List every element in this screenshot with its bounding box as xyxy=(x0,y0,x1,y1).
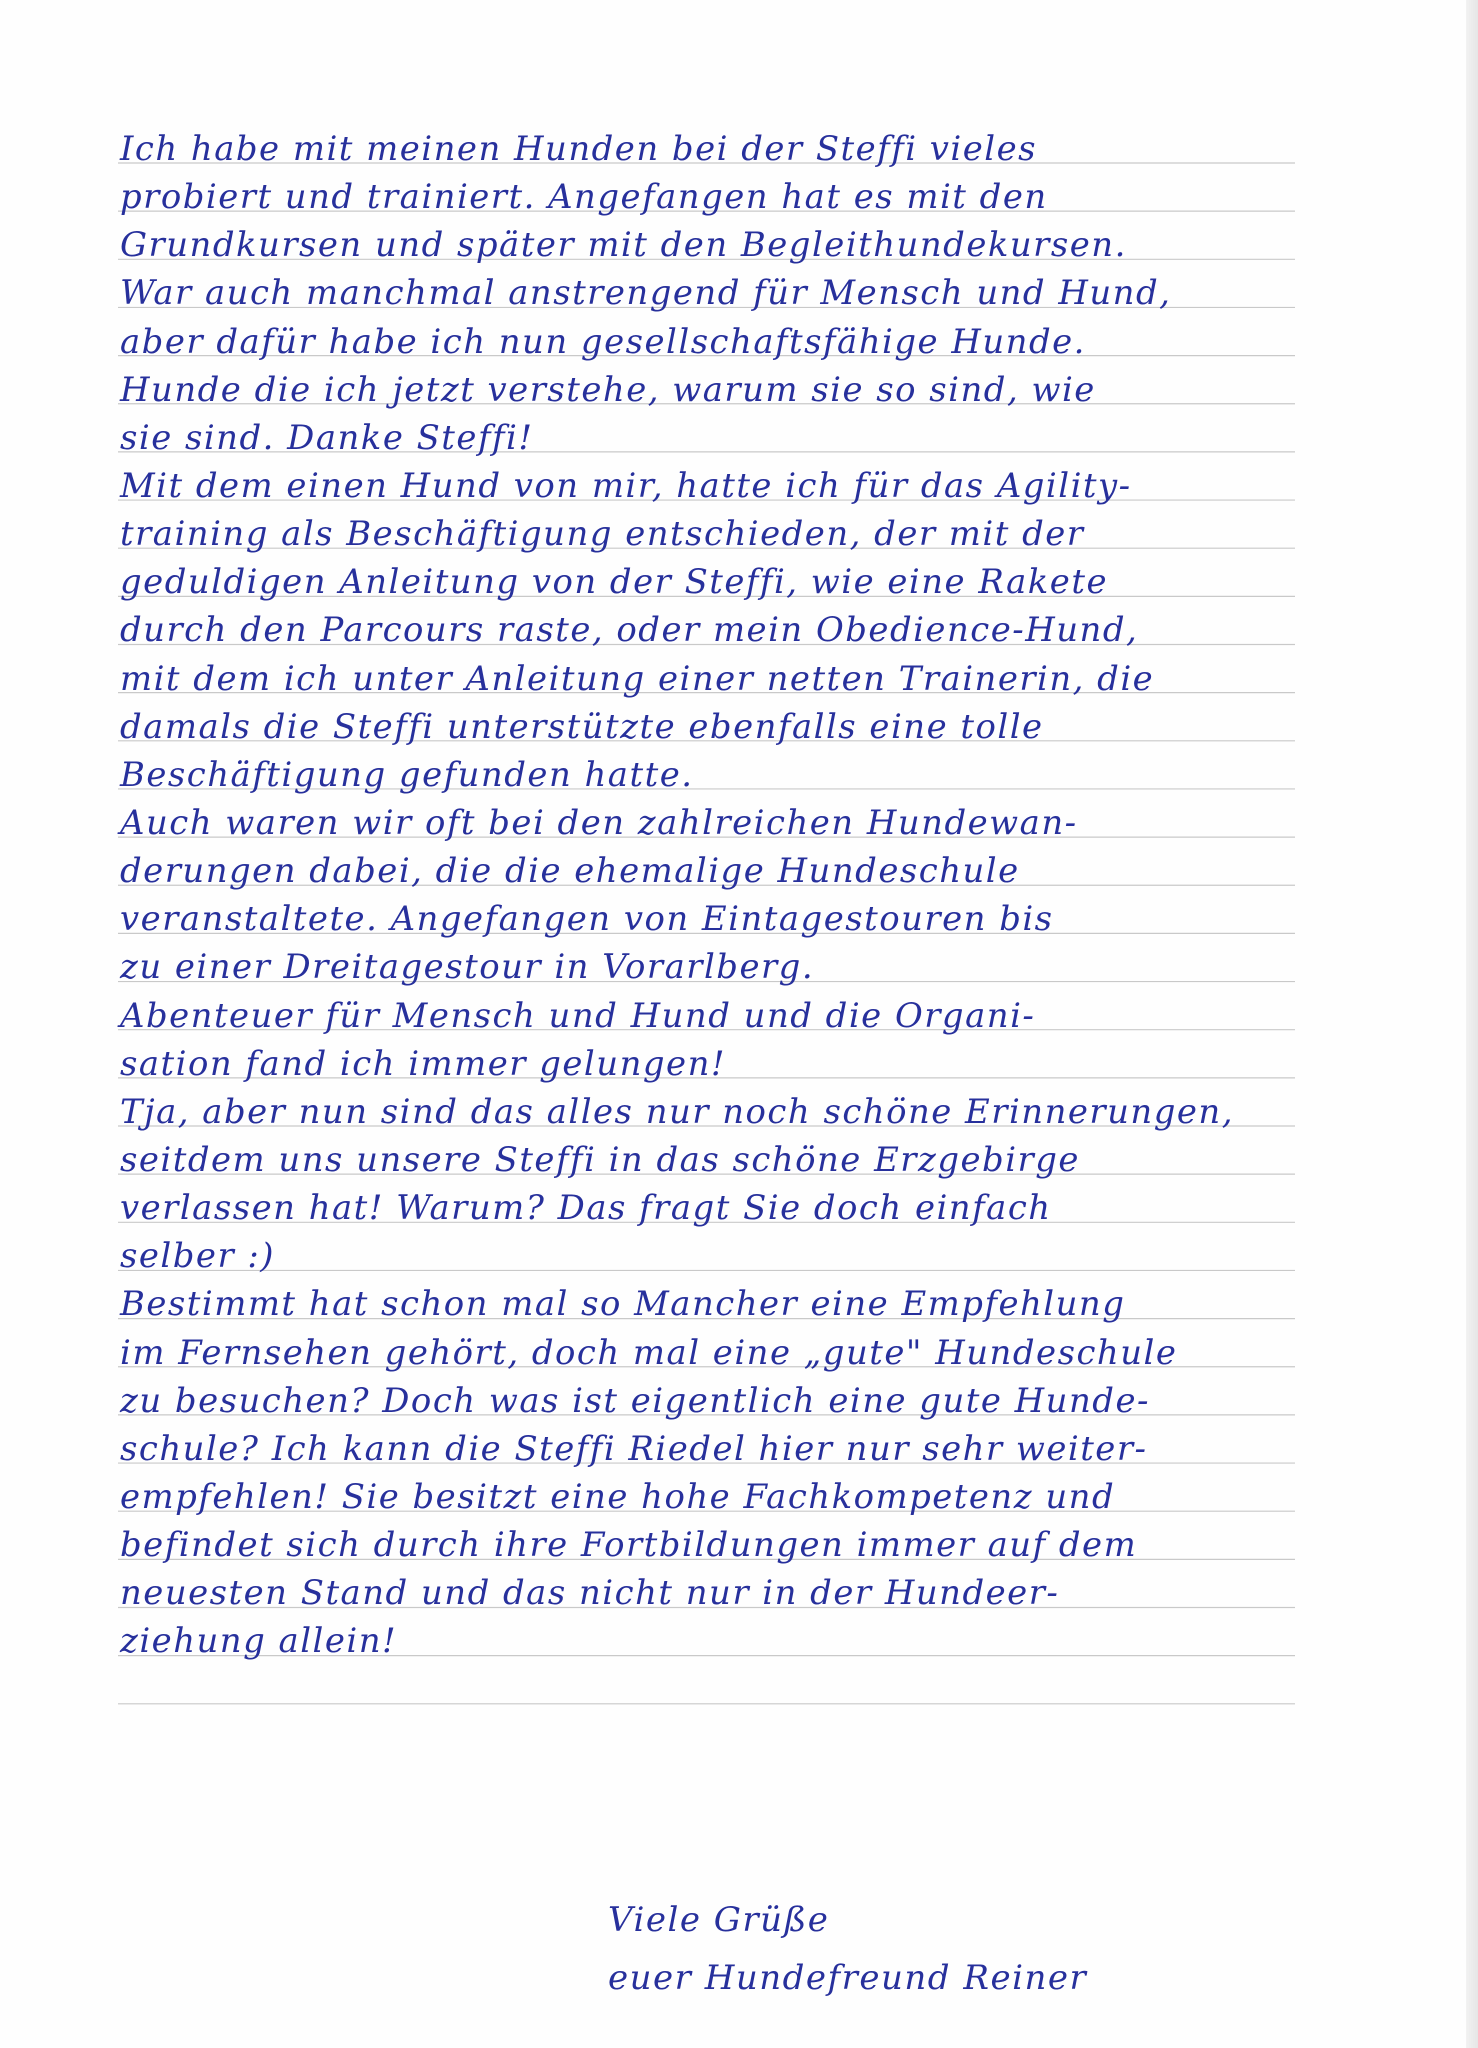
letter-line: damals die Steffi unterstützte ebenfalls eine tolle xyxy=(120,706,1044,747)
letter-closing xyxy=(608,1895,1087,2011)
letter-line: zu einer Dreitagestour in Vorarlberg. xyxy=(120,947,815,988)
letter-line: Auch waren wir oft bei den zahlreichen Hundewan- xyxy=(120,802,1078,843)
letter-line: Ich habe mit meinen Hunden bei der Steffi vieles xyxy=(120,129,1038,169)
letter-line: seitdem uns unsere Steffi in das schöne Erzgebirge xyxy=(120,1139,1080,1180)
letter-line: empfehlen! Sie besitzt eine hohe Fachkompetenz und xyxy=(120,1476,1116,1517)
letter-line: neuesten Stand und das nicht nur in der Hundeer- xyxy=(120,1573,1060,1614)
letter-line: Tja, aber nun sind das alles nur noch schöne Erinnerungen, xyxy=(120,1091,1234,1132)
letter-line: War auch manchmal anstrengend für Mensch und Hund, xyxy=(120,273,1172,314)
letter-line: sation fand ich immer gelungen! xyxy=(120,1043,726,1084)
letter-line: Abenteuer für Mensch und Hund und die Organi- xyxy=(120,995,1036,1036)
letter-line: schule? Ich kann die Steffi Riedel hier nur sehr weiter- xyxy=(120,1428,1148,1469)
letter-line: selber :) xyxy=(120,1236,275,1277)
letter-line: Hunde die ich jetzt verstehe, warum sie so sind, wie xyxy=(120,369,1096,410)
letter-line: Mit dem einen Hund von mir, hatte ich für das Agility- xyxy=(120,465,1132,506)
letter-line: geduldigen Anleitung von der Steffi, wie eine Rakete xyxy=(120,562,1108,603)
letter-line: derungen dabei, die die ehemalige Hundeschule xyxy=(120,851,1020,892)
letter-line: aber dafür habe ich nun gesellschaftsfähige Hunde. xyxy=(120,321,1086,362)
letter-line: probiert und trainiert. Angefangen hat es mit den xyxy=(120,177,1048,218)
letter-line: training als Beschäftigung entschieden, der mit der xyxy=(120,514,1085,555)
closing-greeting: Viele Grüße xyxy=(608,1900,830,1940)
letter-body xyxy=(120,128,1350,1669)
closing-signature: euer Hundefreund Reiner xyxy=(608,1958,1088,1998)
letter-line: ziehung allein! xyxy=(120,1621,398,1662)
letter-line: zu besuchen? Doch was ist eigentlich eine gute Hunde- xyxy=(120,1380,1150,1421)
letter-line: befindet sich durch ihre Fortbildungen immer auf dem xyxy=(120,1525,1138,1566)
letter-line: Bestimmt hat schon mal so Mancher eine Empfehlung xyxy=(120,1284,1126,1325)
letter-line: Beschäftigung gefunden hatte. xyxy=(120,754,694,795)
letter-line: Grundkursen und später mit den Begleithundekursen. xyxy=(120,225,1127,266)
letter-line: sie sind. Danke Steffi! xyxy=(120,417,534,458)
letter-line: verlassen hat! Warum? Das fragt Sie doch einfach xyxy=(120,1188,1052,1229)
letter-line: im Fernsehen gehört, doch mal eine „gute" Hundeschule xyxy=(120,1332,1178,1373)
letter-line: mit dem ich unter Anleitung einer netten Trainerin, die xyxy=(120,658,1155,699)
letter-line: durch den Parcours raste, oder mein Obedience-Hund, xyxy=(120,610,1139,651)
paper-edge xyxy=(1466,0,1478,2048)
letter-line: veranstaltete. Angefangen von Eintagestouren bis xyxy=(120,899,1054,940)
